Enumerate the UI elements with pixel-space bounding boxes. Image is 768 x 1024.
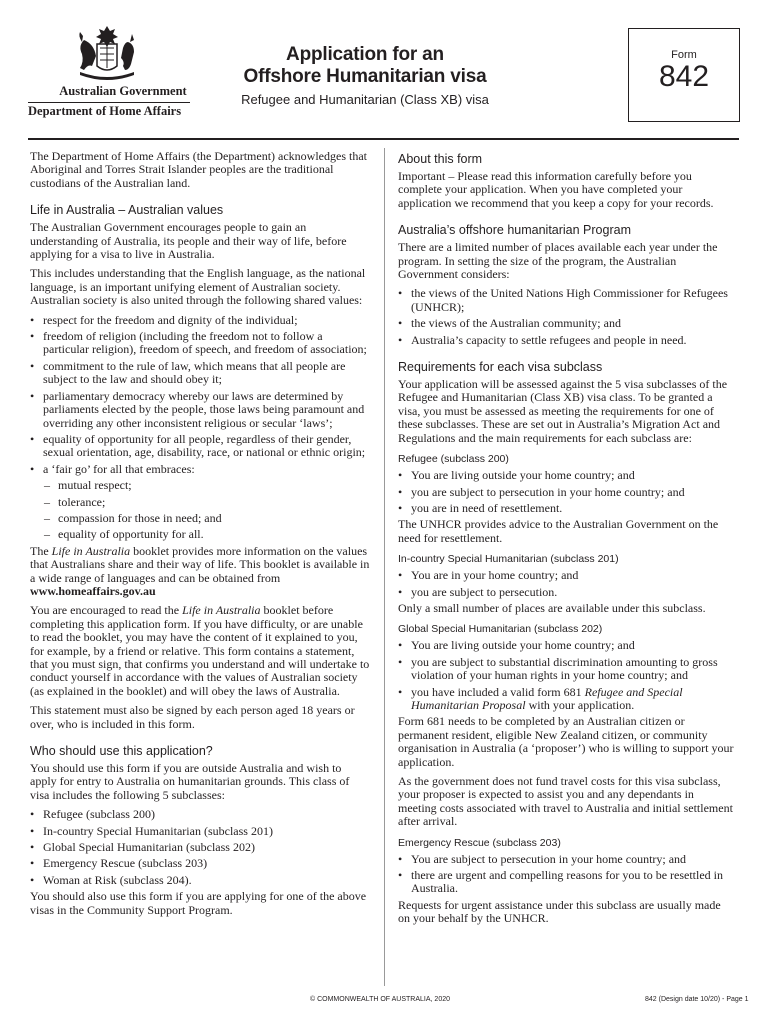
values-paragraph-1: The Australian Government encourages people to gain an understanding of Australia, its people and their way of life, before applying for a visa to live in Australia. [30,220,347,262]
text-span: The [30,543,52,558]
emergency-heading: Emergency Rescue (subclass 203) [398,836,561,849]
list-item: – compassion for those in need; and [30,512,370,525]
text-span: You are encouraged to read the [30,603,183,618]
subclass-list [30,808,370,887]
list-item [398,686,734,713]
acknowledgement-text: The Department of Home Affairs (the Department) acknowledges that Aboriginal and Torres Strait Islander peoples are the traditional custodians of the Australian land. [30,149,367,190]
booklet-title: Life in Australia [182,603,261,618]
encourage-paragraph [30,604,370,698]
website-link[interactable]: www.homeaffairs.gov.au [30,583,156,598]
list-item: • you are subject to persecution in your home country; and [398,486,734,499]
list-item: • Global Special Humanitarian (subclass 202) [30,841,370,854]
text-span: booklet provides more information on the values that Australians share and their way of life. This booklet is available in a wide range of languages and can be obtained from [30,543,370,585]
form-number: 842 [658,60,710,93]
list-item: – equality of opportunity for all. [30,528,370,541]
emergency-paragraph: Requests for urgent assistance under this subclass are usually made on your behalf by the UNHCR. [398,897,721,926]
global-paragraph-2: As the government does not fund travel costs for this visa subclass, your proposer is expected to assist you and any dependants in meeting costs associated with travel to Australia and initial settlement after arrival. [398,774,733,829]
emergency-list [398,853,734,896]
list-item: • the views of the United Nations High Commissioner for Refugees (UNHCR); [398,287,734,314]
list-item: • freedom of religion (including the freedom not to follow a particular religion), freedom of speech, and freedom of association; [30,330,370,357]
community-support-paragraph: You should also use this form if you are applying for one of the above visas in the Community Support Program. [30,889,367,917]
global-heading: Global Special Humanitarian (subclass 202) [398,623,603,636]
form-number-box [628,28,740,122]
list-item: • equality of opportunity for all people, regardless of their gender, sexual orientation, age, disability, race, or national or ethnic origin; [30,433,370,460]
form-title-line-2: Offshore Humanitarian visa [243,66,487,87]
values-heading: Life in Australia – Australian values [30,203,224,218]
list-item: • Australia’s capacity to settle refugees and people in need. [398,334,734,347]
list-item: • parliamentary democracy whereby our laws are determined by parliaments elected by the people, those laws being paramount and overriding any other inconsistent religious or secular ‘laws’; [30,390,370,430]
in-country-list [398,569,734,599]
global-paragraph-1: Form 681 needs to be completed by an Australian citizen or permanent resident, eligible New Zealand citizen, or community organisation in Australia (a ‘proposer’) who is willing to support your application. [398,714,734,769]
values-list [30,314,370,476]
who-paragraph: You should use this form if you are outside Australia and wish to apply for entry to Australia on humanitarian grounds. This class of visa includes the following 5 subclasses: [30,761,350,802]
department-name: Department of Home Affairs [28,104,182,118]
refugee-paragraph: The UNHCR provides advice to the Australian Government on the need for resettlement. [398,517,719,545]
refugee-list [398,469,734,515]
in-country-paragraph: Only a small number of places are available under this subclass. [398,600,706,615]
left-column [30,150,370,923]
requirements-paragraph: Your application will be assessed against the 5 visa subclasses of the Refugee and Humanitarian (Class XB) visa class. To be granted a visa, you must be assessed as meeting the requirements for one of these subclasses. These are set out in Australia’s Migration Act and Regulations and the main requirements for each subclass are: [398,377,728,445]
list-item: • there are urgent and compelling reasons for you to be resettled in Australia. [398,869,734,896]
copyright-notice: © COMMONWEALTH OF AUSTRALIA, 2020 [310,996,450,1003]
form-title-line-1: Application for an [286,44,444,65]
booklet-title: Life in Australia [51,543,131,558]
list-item: • Woman at Risk (subclass 204). [30,874,370,887]
form-label: Form [671,49,697,61]
program-list [398,287,734,347]
column-divider [384,148,385,986]
in-country-heading: In-country Special Humanitarian (subclass 201) [398,553,619,566]
who-heading: Who should use this application? [30,744,213,759]
about-paragraph: Important – Please read this information carefully before you complete your application. When you have completed your application we recommend that you keep a copy for your records. [398,169,714,210]
text-span: with your application. [525,697,635,712]
list-item: • a ‘fair go’ for all that embraces: [30,463,370,476]
global-list [398,639,734,712]
text-span: you have included a valid form 681 [411,684,585,699]
fair-go-list [30,479,370,542]
form-681-title: Refugee and Special Humanitarian Proposal [411,684,683,712]
statement-paragraph: This statement must also be signed by each person aged 18 years or over, who is included in this form. [30,703,355,731]
header-divider [28,102,190,103]
list-item: – mutual respect; [30,479,370,492]
refugee-heading: Refugee (subclass 200) [398,453,509,466]
list-item: • respect for the freedom and dignity of the individual; [30,314,370,327]
coat-of-arms-icon [72,22,142,84]
right-column [398,150,734,932]
program-paragraph: There are a limited number of places available each year under the program. In setting the size of the program, the Australian Government considers: [398,240,718,282]
list-item: • You are living outside your home country; and [398,469,734,482]
list-item: • Refugee (subclass 200) [30,808,370,821]
list-item: • you are subject to substantial discrimination amounting to gross violation of your human rights in your home country; and [398,656,734,683]
values-paragraph-2: This includes understanding that the English language, as the national language, is an important unifying element of Australian society. Australian society is also united through the following shared values: [30,266,366,308]
government-name: Australian Government [59,84,187,98]
list-item: • In-country Special Humanitarian (subclass 201) [30,825,370,838]
list-item: • commitment to the rule of law, which means that all people are subject to the law and should obey it; [30,360,370,387]
form-title-block [200,44,530,110]
list-item: • you are subject to persecution. [398,586,734,599]
list-item: • you are in need of resettlement. [398,502,734,515]
list-item: • You are in your home country; and [398,569,734,582]
list-item: • Emergency Rescue (subclass 203) [30,857,370,870]
header-rule [28,138,739,140]
booklet-paragraph [30,545,370,599]
text-span: booklet before completing this application form. If you have difficulty, or are unable to read the booklet, you may have the content of it explained to you, for example, by a friend or relative. This form contains a statement, that you must sign, that confirms you understand and will undertake to conduct yourself in accordance with the values of Australian society (as explained in the booklet) and will obey the laws of Australia. [30,603,370,698]
page-info: 842 (Design date 10/20) - Page 1 [645,996,749,1003]
list-item: • You are subject to persecution in your home country; and [398,853,734,866]
program-heading: Australia’s offshore humanitarian Program [398,223,631,238]
form-subtitle: Refugee and Humanitarian (Class XB) visa [241,92,489,107]
list-item: • the views of the Australian community; and [398,317,734,330]
list-item: – tolerance; [30,496,370,509]
list-item: • You are living outside your home country; and [398,639,734,652]
about-heading: About this form [398,152,483,166]
requirements-heading: Requirements for each visa subclass [398,360,603,375]
